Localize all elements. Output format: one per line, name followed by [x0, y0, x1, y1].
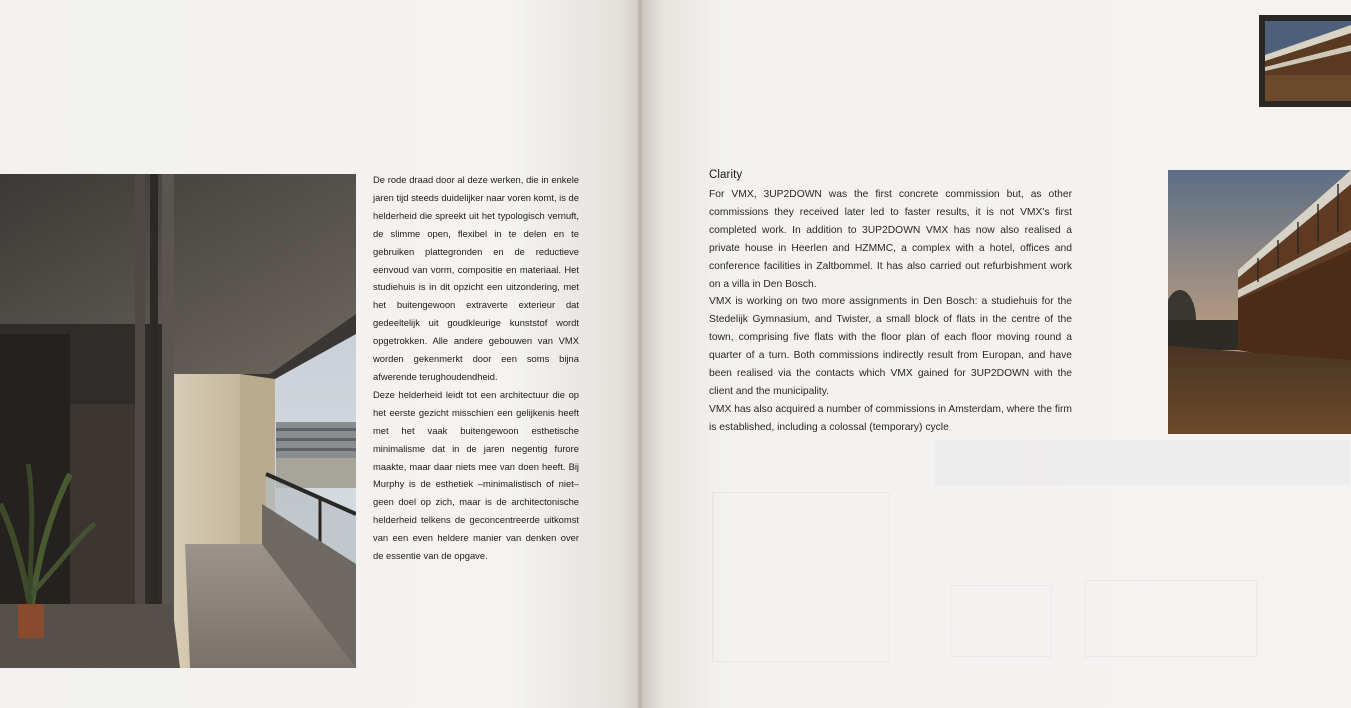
- english-paragraph: For VMX, 3UP2DOWN was the first concrete commission but, as other commissions they received later led to faster results, it is not VMX's first completed work. In addition to 3UP2DOWN VMX has now also realised a private house in Heerlen and HZMMC, a complex with a hotel, offices and conference facilities in Zaltbommel. It has also carried out refurbishment work on a villa in Den Bosch.: [709, 189, 1072, 290]
- show-through-plan: [950, 585, 1052, 657]
- book-gutter: [638, 0, 642, 708]
- balcony-photo: [0, 174, 356, 668]
- thumbnail-photo: [1259, 15, 1351, 107]
- show-through-block: [935, 440, 1350, 485]
- english-text-column: [709, 186, 1072, 437]
- show-through-plan: [1085, 580, 1257, 657]
- english-paragraph: VMX is working on two more assignments in Den Bosch: a studiehuis for the Stedelijk Gymnasium, and Twister, a small block of flats in the centre of the town, comprising five flats with the floor plan of each floor moving round a quarter of a turn. Both commissions indirectly result from Europan, and have been realised via the contacts which VMX gained for 3UP2DOWN with the client and the municipality.: [709, 296, 1072, 397]
- building-photo: [1168, 170, 1351, 434]
- show-through-plan: [712, 492, 890, 662]
- english-paragraph: VMX has also acquired a number of commissions in Amsterdam, where the firm is established, including a colossal (temporary) cycle: [709, 403, 1072, 433]
- dutch-paragraph: De rode draad door al deze werken, die in enkele jaren tijd steeds duidelijker naar voren komt, is de helderheid die spreekt uit het typologisch vernuft, de slimme open, flexibel in te delen en te gebruiken plattegronden en de reductieve eenvoud van vorm, compositie en materiaal. Het studiehuis is in dit opzicht een uitzondering, met het buitengewoon extraverte exterieur dat gedeeltelijk uit goudkleurige kunststof wordt opgetrokken. Alle andere gebouwen van VMX worden gekenmerkt door een soms bijna afwerende terughoudendheid.: [373, 174, 579, 382]
- dutch-paragraph: Deze helderheid leidt tot een architectuur die op het eerste gezicht misschien een gelijkenis heeft met het vaak buitengewoon esthetische minimalisme dat in de jaren negentig furore maakte, maar daar niets mee van doen heeft. Bij Murphy is de esthetiek –minimalistisch of niet– geen doel op zich, maar is de architectonische helderheid telkens de geconcentreerde uitkomst van een even heldere manier van denken over de essentie van de opgave.: [373, 388, 579, 562]
- section-heading: Clarity: [709, 169, 743, 181]
- dutch-text-column: [373, 171, 579, 565]
